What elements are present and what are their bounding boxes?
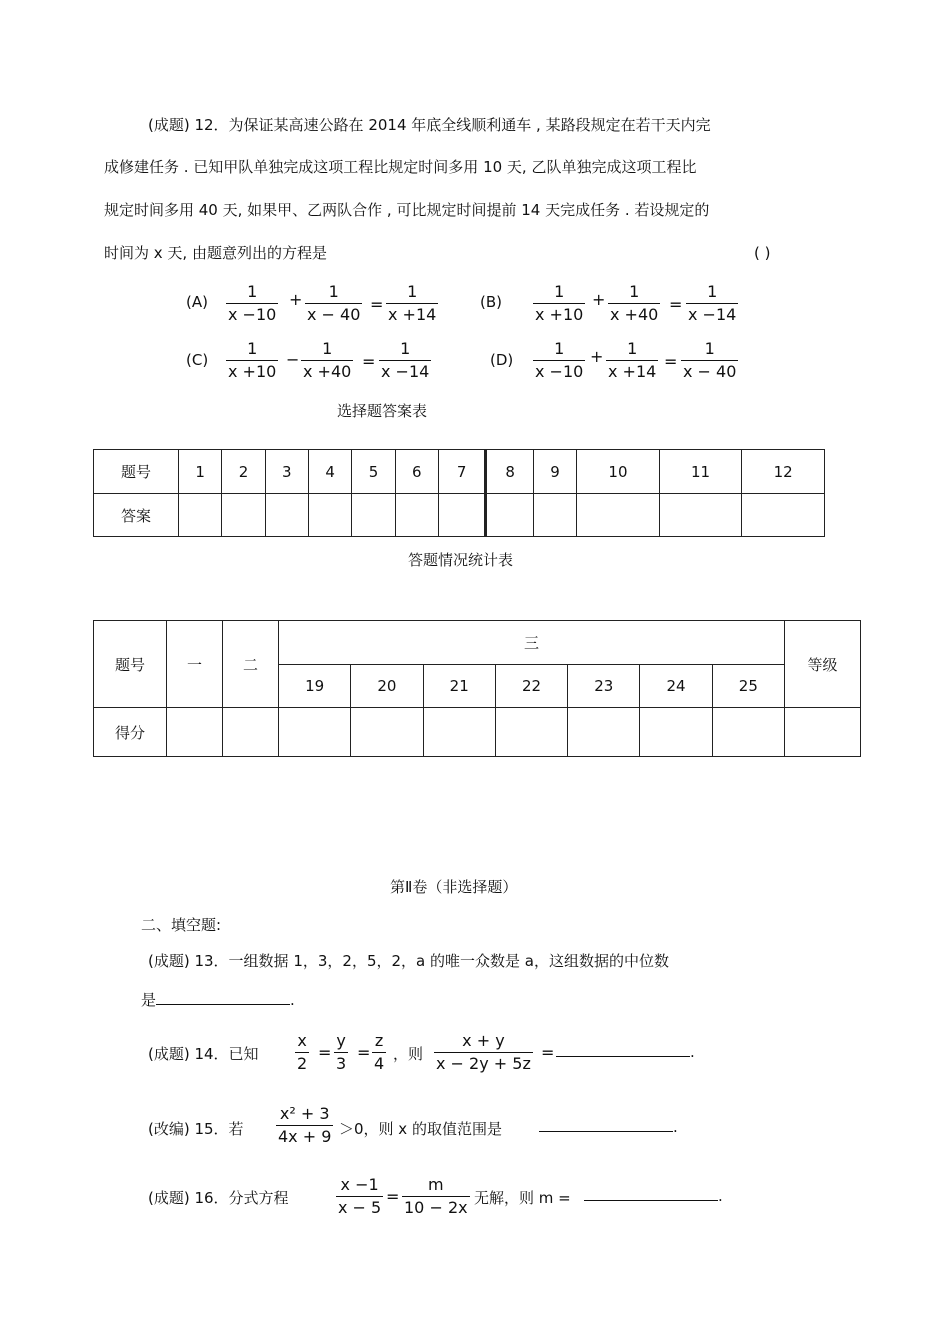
fraction: $\frac{1}{x - 40}$ [307, 282, 361, 324]
number-cell: 6 [395, 450, 438, 494]
number-cell: 10 [577, 450, 660, 494]
score-cell[interactable] [495, 708, 567, 757]
answer-cell[interactable] [533, 494, 576, 537]
equals: = [357, 1043, 371, 1062]
q14-then: ，则 [393, 1045, 424, 1063]
part-one: 一 [167, 621, 223, 708]
period: . [290, 991, 295, 1009]
section-title: 二、填空题: [141, 916, 222, 934]
part-three: 三 [279, 621, 785, 665]
q16-answer [584, 1187, 723, 1205]
answer-blank[interactable] [156, 1004, 290, 1005]
equals: = [541, 1043, 555, 1062]
operator: − [286, 350, 300, 369]
fraction: $\frac{m}{10 - 2x}$ [404, 1175, 468, 1217]
q12-line-4: 时间为 x 天, 由题意列出的方程是 [104, 244, 327, 262]
answer-blank[interactable] [556, 1056, 690, 1057]
score-cell[interactable] [785, 708, 861, 757]
number-cell: 1 [179, 450, 222, 494]
answer-table-caption: 选择题答案表 [337, 402, 428, 420]
equals: = [669, 295, 683, 314]
number-cell: 5 [352, 450, 395, 494]
fraction: $\frac{1}{x +14}$ [388, 282, 437, 324]
answer-cell[interactable] [352, 494, 395, 537]
part-two-title: 第Ⅱ卷（非选择题） [390, 878, 518, 896]
header-cell: 题号 [94, 621, 167, 708]
fraction: $\frac{1}{x +10}$ [535, 282, 584, 324]
fraction: $\frac{\text{x² + 3}}{4x + 9}$ [278, 1104, 332, 1146]
q14-answer [556, 1043, 695, 1061]
number-cell: 21 [423, 665, 495, 708]
fraction: $\frac{x -1}{x - 5}$ [338, 1175, 382, 1217]
option-label: (A) [186, 293, 208, 311]
q16-text: 无解，则 m = [474, 1189, 571, 1207]
answer-table [93, 449, 825, 537]
answer-bracket: ( ) [754, 244, 771, 262]
score-cell[interactable] [423, 708, 495, 757]
operator: + [592, 290, 606, 309]
answer-cell[interactable] [438, 494, 485, 537]
equals: = [664, 352, 678, 371]
operator: + [590, 347, 604, 366]
score-cell[interactable] [351, 708, 423, 757]
answer-cell[interactable] [659, 494, 742, 537]
header-cell: 得分 [94, 708, 167, 757]
header-cell: 题号 [94, 450, 179, 494]
number-cell: 4 [308, 450, 351, 494]
answer-blank[interactable] [584, 1200, 718, 1201]
q15-text: ＞0，则 x 的取值范围是 [339, 1120, 502, 1138]
answer-cell[interactable] [577, 494, 660, 537]
equals: = [362, 352, 376, 371]
score-cell[interactable] [640, 708, 712, 757]
period: . [690, 1043, 695, 1061]
stats-table-caption: 答题情况统计表 [408, 551, 514, 569]
answer-cell[interactable] [222, 494, 265, 537]
fraction: $\frac{1}{x +40}$ [610, 282, 659, 324]
score-cell[interactable] [279, 708, 351, 757]
header-cell: 答案 [94, 494, 179, 537]
equals: = [318, 1043, 332, 1062]
q12-line-1: (成题) 12．为保证某高速公路在 2014 年底全线顺利通车 , 某路段规定在若干天内完 [148, 116, 711, 134]
fraction: $\frac{1}{x -14}$ [688, 282, 737, 324]
number-cell: 8 [486, 450, 533, 494]
fraction: $\frac{1}{x +40}$ [303, 339, 352, 381]
period: . [673, 1118, 678, 1136]
answer-cell[interactable] [742, 494, 825, 537]
equals: = [386, 1187, 400, 1206]
option-label: (C) [186, 351, 209, 369]
number-cell: 22 [495, 665, 567, 708]
answer-cell[interactable] [265, 494, 308, 537]
number-cell: 12 [742, 450, 825, 494]
fraction: $\frac{1}{x - 40}$ [683, 339, 737, 381]
q15-answer [539, 1118, 678, 1136]
answer-cell[interactable] [179, 494, 222, 537]
q12-line-2: 成修建任务 . 已知甲队单独完成这项工程比规定时间多用 10 天, 乙队单独完成这项工程比 [104, 158, 697, 176]
fraction: $\frac{x}{2}$ [297, 1031, 308, 1073]
fraction: $\frac{1}{x -10}$ [535, 339, 584, 381]
option-label: (D) [490, 351, 514, 369]
answer-cell[interactable] [486, 494, 533, 537]
number-cell: 7 [438, 450, 485, 494]
answer-blank[interactable] [539, 1131, 673, 1132]
stats-table [93, 620, 861, 757]
q15-prefix: (改编) 15．若 [148, 1120, 244, 1138]
number-cell: 25 [712, 665, 784, 708]
number-cell: 20 [351, 665, 423, 708]
q13-text: 是 [141, 991, 157, 1009]
fraction: $\frac{1}{x +14}$ [608, 339, 657, 381]
equals: = [370, 295, 384, 314]
score-cell[interactable] [223, 708, 279, 757]
fraction: $\frac{y}{3}$ [336, 1031, 347, 1073]
q14-prefix: (成题) 14．已知 [148, 1045, 259, 1063]
fraction: $\frac{1}{x +10}$ [228, 339, 277, 381]
period: . [718, 1187, 723, 1205]
fraction: $\frac{1}{x -14}$ [381, 339, 430, 381]
answer-cell[interactable] [308, 494, 351, 537]
answer-cell[interactable] [395, 494, 438, 537]
number-cell: 2 [222, 450, 265, 494]
score-cell[interactable] [712, 708, 784, 757]
q12-line-3: 规定时间多用 40 天, 如果甲、乙两队合作 , 可比规定时间提前 14 天完成任务 . 若设规定的 [104, 201, 710, 219]
part-two: 二 [223, 621, 279, 708]
number-cell: 3 [265, 450, 308, 494]
score-cell[interactable] [167, 708, 223, 757]
q13-line-1: (成题) 13．一组数据 1，3，2，5，2，a 的唯一众数是 a，这组数据的中位数 [148, 952, 669, 970]
q13-line-2 [141, 989, 295, 1010]
grade-header: 等级 [785, 621, 861, 708]
q16-prefix: (成题) 16．分式方程 [148, 1189, 289, 1207]
number-cell: 9 [533, 450, 576, 494]
operator: + [289, 290, 303, 309]
option-label: (B) [480, 293, 502, 311]
number-cell: 24 [640, 665, 712, 708]
number-cell: 19 [279, 665, 351, 708]
fraction: $\frac{z}{4}$ [374, 1031, 385, 1073]
number-cell: 23 [568, 665, 640, 708]
score-cell[interactable] [568, 708, 640, 757]
fraction: $\frac{x + y}{x - 2y + 5z}$ [436, 1031, 531, 1073]
fraction: $\frac{1}{x -10}$ [228, 282, 277, 324]
number-cell: 11 [659, 450, 742, 494]
